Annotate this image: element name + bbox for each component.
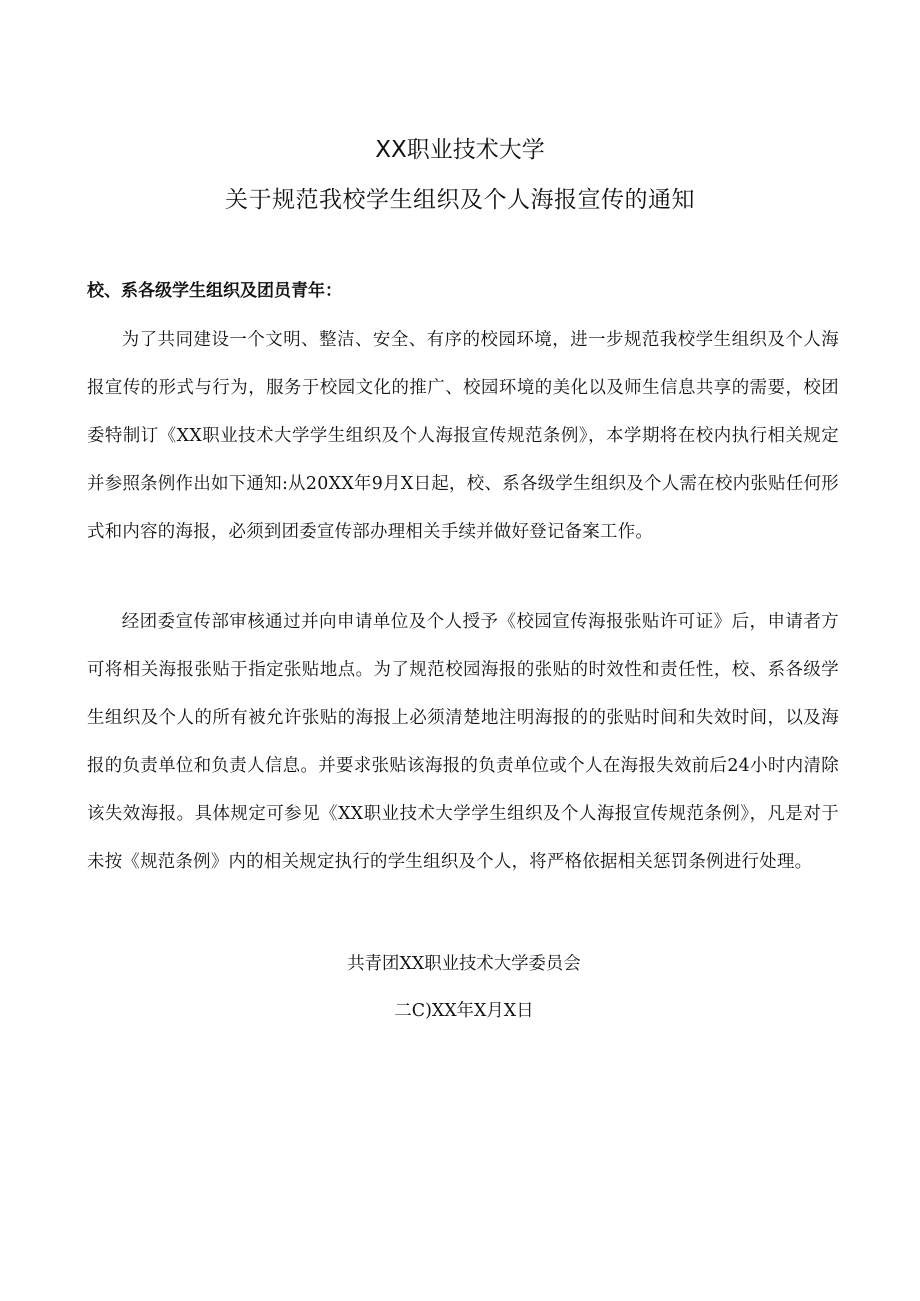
signature-date: 二C)XX年X月X日 [394, 1001, 534, 1021]
body-paragraph-1: 为了共同建设一个文明、整洁、安全、有序的校园环境，进一步规范我校学生组织及个人海报宣传的形式与行为，服务于校园文化的推广、校园环境的美化以及师生信息共享的需要，校团委特制订《XX职业技术大学学生组织及个人海报宣传规范条例》，本学期将在校内执行相关规定并参照条例作出如下通知:从20XX年9月X日起，校、系各级学生组织及个人需在校内张贴任何形式和内容的海报，必须到团委宣传部办理相关手续并做好登记备案工作。 [87, 330, 839, 542]
signature-organization: 共青团XX职业技术大学委员会 [347, 954, 581, 974]
body-paragraph-2: 经团委宣传部审核通过并向申请单位及个人授予《校园宣传海报张贴许可证》后，申请者方可将相关海报张贴于指定张贴地点。为了规范校园海报的张贴的时效性和责任性，校、系各级学生组织及个人的所有被允许张贴的海报上必须清楚地注明海报的的张贴时间和失效时间，以及海报的负责单位和负责人信息。并要求张贴该海报的负责单位或个人在海报失效前后24小时内清除该失效海报。具体规定可参见《XX职业技术大学学生组织及个人海报宣传规范条例》，凡是对于未按《规范条例》内的相关规定执行的学生组织及个人，将严格依据相关惩罚条例进行处理。 [87, 612, 839, 872]
document-title-institution: XX职业技术大学 [375, 137, 545, 163]
salutation: 校、系各级学生组织及团员青年： [87, 281, 342, 301]
document-title-notice: 关于规范我校学生组织及个人海报宣传的通知 [225, 187, 695, 213]
